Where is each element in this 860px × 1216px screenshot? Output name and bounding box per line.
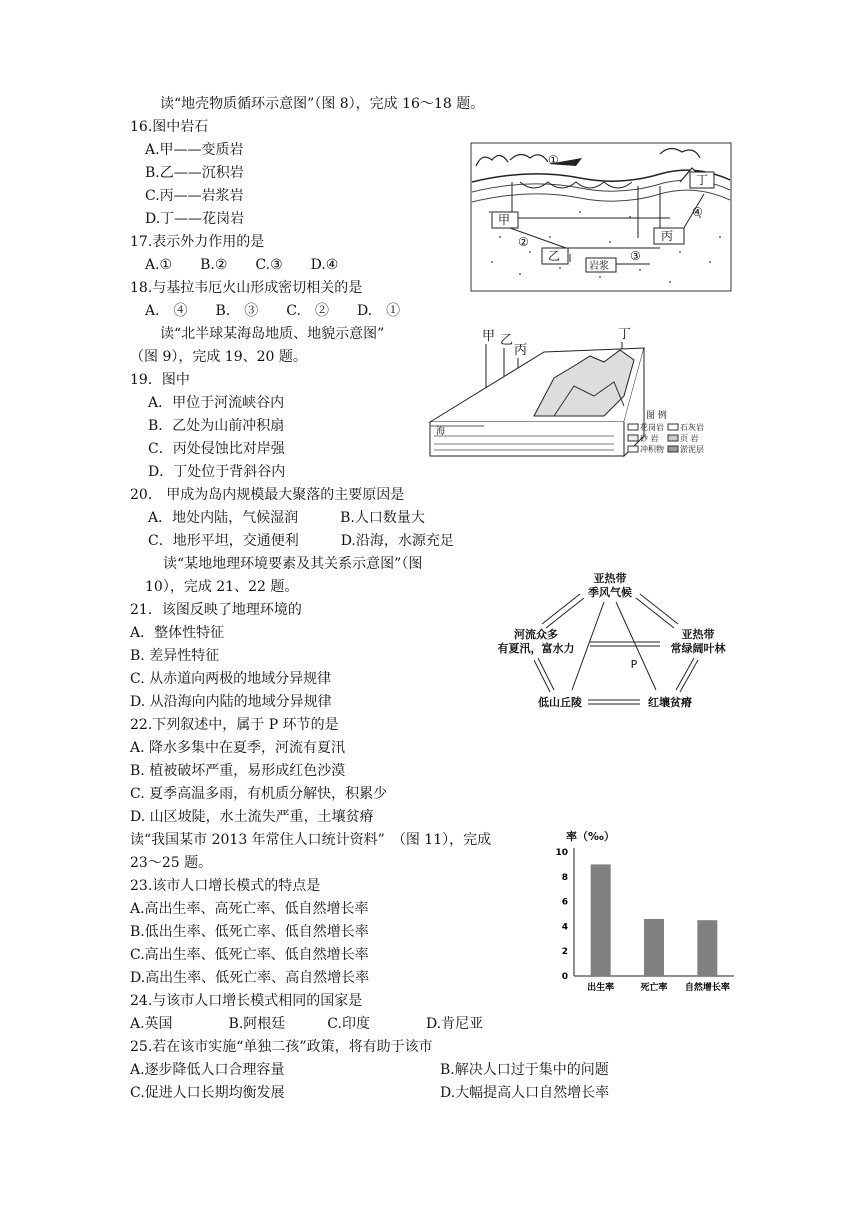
- process-label-4: ④: [692, 205, 703, 219]
- text-line: 23～25 题。: [130, 855, 213, 871]
- process-label-1: ①: [548, 153, 559, 167]
- process-label-2: ②: [518, 235, 529, 249]
- point-label-bing: 丙: [514, 343, 528, 358]
- text-line: 18.与基拉韦厄火山形成密切相关的是: [130, 280, 363, 296]
- text-line: B.低出生率、低死亡率、低自然增长率: [130, 924, 369, 940]
- text-line: C.丙——岩浆岩: [145, 188, 244, 204]
- node-forest-2: 常绿阔叶林: [670, 642, 726, 655]
- text-line: B. 植被破坏严重，易形成红色沙漠: [130, 763, 346, 779]
- legend-granite: 花岗岩: [640, 423, 664, 432]
- category-label: 死亡率: [640, 983, 668, 993]
- text-line: A.逐步降低人口合理容量: [130, 1062, 285, 1078]
- y-tick-label: 0: [561, 972, 568, 982]
- text-line: C. 从赤道向两极的地域分异规律: [130, 671, 332, 687]
- point-label-sea: 海: [436, 427, 446, 437]
- point-label-yi: 乙: [500, 333, 514, 348]
- legend-sandstone: 砂 岩: [640, 434, 659, 443]
- text-line: D. 从沿海向内陆的地域分异规律: [130, 694, 332, 710]
- text-line: A．地处内陆，气候湿润 B.人口数量大: [148, 510, 425, 526]
- bar-0: [591, 864, 611, 976]
- text-line: 20． 甲成为岛内规模最大聚落的主要原因是: [130, 487, 405, 503]
- text-line: 24.与该市人口增长模式相同的国家是: [130, 993, 363, 1009]
- text-line: B. 差异性特征: [130, 648, 220, 664]
- rock-label-ding: 丁: [696, 173, 709, 187]
- text-line: 22.下列叙述中，属于 P 环节的是: [130, 717, 339, 733]
- text-line: D.丁——花岗岩: [145, 211, 245, 227]
- text-line: 16.图中岩石: [130, 119, 209, 135]
- elements-relation-figure: [480, 566, 740, 722]
- legend-alluvium: 冲积物: [640, 445, 664, 454]
- legend-shale: 页 岩: [680, 434, 699, 443]
- rock-label-magma: 岩浆: [589, 261, 609, 272]
- population-rate-chart: [548, 828, 738, 998]
- rock-label-yi: 乙: [548, 249, 561, 263]
- y-tick-label: 6: [561, 897, 568, 908]
- island-geology-figure: [424, 326, 724, 466]
- text-line: A．整体性特征: [130, 625, 225, 641]
- text-line: A．甲位于河流峡谷内: [148, 395, 285, 411]
- text-line: 读“地壳物质循环示意图”（图 8），完成 16～18 题。: [160, 96, 485, 112]
- legend-limestone: 石灰岩: [680, 423, 704, 432]
- rock-label-bing: 丙: [661, 229, 674, 243]
- node-soil: 红壤贫瘠: [648, 696, 692, 709]
- node-forest-1: 亚热带: [681, 628, 715, 641]
- node-river-1: 河流众多: [514, 628, 558, 641]
- text-line: 10），完成 21、22 题。: [145, 579, 299, 595]
- text-line: A.高出生率、高死亡率、低自然增长率: [130, 901, 369, 917]
- legend-title: 图 例: [646, 411, 667, 421]
- chart-ylabel: 率（‰）: [566, 830, 615, 843]
- text-line: C. 夏季高温多雨，有机质分解快，积累少: [130, 786, 388, 802]
- y-tick-label: 8: [561, 872, 568, 883]
- text-line: （图 9），完成 19、20 题。: [130, 349, 307, 365]
- text-line: A.① B.② C.③ D.④: [145, 257, 339, 273]
- text-line: 读“某地地理环境要素及其关系示意图”（图: [163, 556, 423, 572]
- y-tick-label: 2: [561, 947, 568, 958]
- text-line: 25.若在该市实施“单独二孩”政策，将有助于该市: [130, 1039, 433, 1055]
- text-line: D.大幅提高人口自然增长率: [440, 1085, 610, 1101]
- process-label-3: ③: [630, 249, 641, 263]
- legend-silt: 淤泥层: [680, 445, 704, 454]
- text-line: B．乙处为山前冲积扇: [148, 418, 285, 434]
- text-line: B.乙——沉积岩: [145, 165, 244, 181]
- text-line: D. 山区坡陡，水土流失严重，土壤贫瘠: [130, 809, 374, 825]
- text-line: 读“北半球某海岛地质、地貌示意图”: [160, 326, 385, 342]
- node-climate-1: 亚热带: [593, 572, 627, 585]
- text-line: A. ④ B. ③ C. ② D. ①: [145, 303, 401, 319]
- text-line: A.甲——变质岩: [145, 142, 244, 158]
- text-line: C．丙处侵蚀比对岸强: [148, 441, 285, 457]
- text-line: 19．图中: [130, 372, 190, 388]
- text-line: D.高出生率、低死亡率、高自然增长率: [130, 970, 370, 986]
- text-line: D．丁处位于背斜谷内: [148, 464, 286, 480]
- category-label: 自然增长率: [684, 983, 730, 993]
- text-line: C.高出生率、低死亡率、低自然增长率: [130, 947, 369, 963]
- p-label: P: [630, 658, 638, 671]
- text-line: B.解决人口过于集中的问题: [440, 1062, 609, 1078]
- y-tick-label: 10: [555, 848, 568, 858]
- node-hills: 低山丘陵: [538, 696, 582, 709]
- text-line: C．地形平坦，交通便利 D.沿海，水源充足: [148, 533, 454, 549]
- rock-label-jia: 甲: [498, 213, 511, 227]
- text-line: 23.该市人口增长模式的特点是: [130, 878, 321, 894]
- y-tick-label: 4: [561, 922, 568, 933]
- point-label-jia: 甲: [482, 329, 496, 344]
- text-line: C.促进人口长期均衡发展: [130, 1085, 285, 1101]
- text-line: A.英国 B.阿根廷 C.印度 D.肯尼亚: [130, 1016, 484, 1032]
- crust-cycle-figure: [470, 142, 732, 292]
- point-label-ding: 丁: [618, 327, 632, 342]
- bar-2: [697, 920, 717, 976]
- text-line: 21．该图反映了地理环境的: [130, 602, 302, 618]
- bar-1: [644, 919, 664, 976]
- text-line: 读“我国某市 2013 年常住人口统计资料” （图 11），完成: [130, 832, 492, 848]
- node-river-2: 有夏汛，富水力: [497, 642, 575, 655]
- text-line: A. 降水多集中在夏季，河流有夏汛: [130, 740, 346, 756]
- node-climate-2: 季风气候: [588, 586, 632, 599]
- category-label: 出生率: [587, 983, 615, 993]
- text-line: 17.表示外力作用的是: [130, 234, 265, 250]
